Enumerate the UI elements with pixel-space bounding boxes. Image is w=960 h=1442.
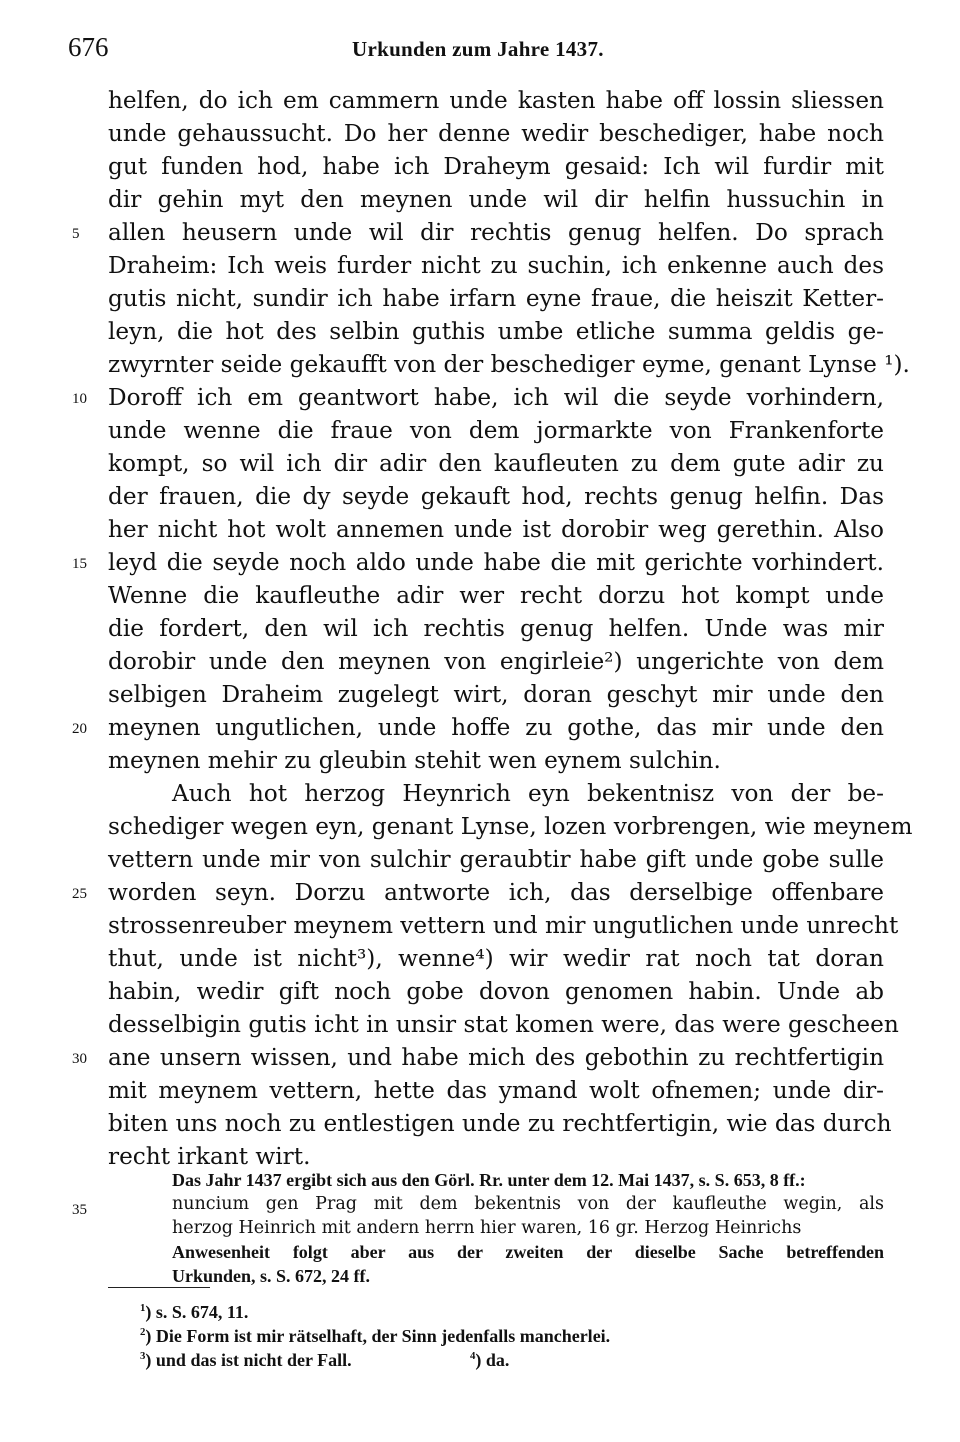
dating-note-line: Das Jahr 1437 ergibt sich aus den Görl. Rr. unter dem 12. Mai 1437, s. S. 653, 8 ff.: [172, 1170, 806, 1190]
text-line: vettern unde mir von sulchir geraubtir habe gift unde gobe sulle [108, 846, 884, 873]
text-line: ane unsern wissen, und habe mich des gebothin zu rechtfertigin [108, 1044, 884, 1071]
running-title: Urkunden zum Jahre 1437. [352, 37, 604, 61]
text-line: recht irkant wirt. [108, 1143, 311, 1170]
text-line: unde gehaussucht. Do her denne wedir beschediger, habe noch [108, 120, 884, 147]
footnote-text: da. [485, 1350, 510, 1370]
text-line: thut, unde ist nicht³), wenne⁴) wir wedir rat noch tat doran [108, 945, 884, 972]
text-line: selbigen Draheim zugelegt wirt, doran geschyt mir unde den [108, 681, 884, 708]
text-line: desselbigin gutis icht in unsir stat komen were, das were gescheen [108, 1011, 899, 1038]
footnote-text: und das ist nicht der Fall. [155, 1350, 352, 1370]
footnote-marker: 1 [140, 1302, 146, 1314]
line-number: 10 [72, 391, 87, 407]
line-number: 5 [72, 226, 80, 242]
line-number: 30 [72, 1051, 87, 1067]
text-line: die fordert, den wil ich rechtis genug helfen. Unde was mir [108, 615, 884, 642]
text-line: Doroff ich em geantwort habe, ich wil die seyde vorhindern, [108, 384, 884, 411]
text-line: leyd die seyde noch aldo unde habe die mit gerichte vorhindert. [108, 549, 884, 576]
page-header [0, 28, 960, 68]
dating-note-line: nuncium gen Prag mit dem bekentnis von der kaufleuthe wegin, als [172, 1194, 884, 1214]
text-line: zwyrnter seide gekaufft von der beschediger eyme, genant Lynse ¹). [108, 351, 910, 378]
footnote-marker: 2 [140, 1326, 146, 1338]
text-line: kompt, so wil ich dir adir den kaufleuten zu dem gute adir zu [108, 450, 884, 477]
line-number: 25 [72, 886, 87, 902]
text-line: dorobir unde den meynen von engirleie²) ungerichte von dem [108, 648, 884, 675]
text-line: strossenreuber meynem vettern und mir ungutlichen unde unrecht [108, 912, 899, 939]
text-line: meynen ungutlichen, unde hoffe zu gothe, das mir unde den [108, 714, 884, 741]
text-line: der frauen, die dy seyde gekauft hod, rechts genug helfin. Das [108, 483, 884, 510]
footnote-3: $^3$) und das ist nicht der Fall. [140, 1350, 352, 1370]
footnote-marker: 4 [470, 1350, 476, 1362]
text-line: mit meynem vettern, hette das ymand wolt ofnemen; unde dir- [108, 1077, 884, 1104]
text-line: gut funden hod, habe ich Draheym gesaid: Ich wil furdir mit [108, 153, 884, 180]
footnote-text: s. S. 674, 11. [155, 1302, 249, 1322]
page-number: 676 [68, 32, 109, 62]
dating-note-line: herzog Heinrich mit andern herrn hier waren, 16 gr. Herzog Heinrichs [172, 1218, 802, 1238]
text-line: Wenne die kaufleuthe adir wer recht dorzu hot kompt unde [108, 582, 884, 609]
text-line: gutis nicht, sundir ich habe irfarn eyne fraue, die heiszit Ketter- [108, 285, 884, 312]
footnote-4: $^4$) da. [470, 1350, 510, 1370]
text-line: habin, wedir gift noch gobe dovon genomen habin. Unde ab [108, 978, 884, 1005]
text-line: biten uns noch zu entlestigen unde zu rechtfertigin, wie das durch [108, 1110, 892, 1137]
dating-note-line: Urkunden, s. S. 672, 24 ff. [172, 1266, 371, 1286]
dating-note-line: Anwesenheit folgt aber aus der zweiten der dieselbe Sache betreffenden [172, 1242, 884, 1262]
line-number: 15 [72, 556, 87, 572]
text-line: meynen mehir zu gleubin stehit wen eynem sulchin. [108, 747, 721, 774]
text-line: her nicht hot wolt annemen unde ist dorobir weg gerethin. Also [108, 516, 884, 543]
footnote-2: $^2$) Die Form ist mir rätselhaft, der Sinn jedenfalls mancherlei. [140, 1326, 611, 1346]
text-line: dir gehin myt den meynen unde wil dir helfin hussuchin in [108, 186, 884, 213]
line-number: 20 [72, 721, 87, 737]
footnote-marker: 3 [140, 1350, 146, 1362]
line-number: 35 [72, 1202, 87, 1218]
text-line: helfen, do ich em cammern unde kasten habe off lossin sliessen [108, 87, 884, 114]
footnote-1: $^1$) s. S. 674, 11. [140, 1302, 249, 1322]
footnote-divider [108, 1287, 210, 1288]
text-line: Auch hot herzog Heynrich eyn bekentnisz von der be- [172, 780, 884, 807]
footnote-text: Die Form ist mir rätselhaft, der Sinn jedenfalls mancherlei. [155, 1326, 611, 1346]
text-line: unde wenne die fraue von dem jormarkte von Frankenforte [108, 417, 884, 444]
text-line: leyn, die hot des selbin guthis umbe etliche summa geldis ge- [108, 318, 884, 345]
text-line: allen heusern unde wil dir rechtis genug helfen. Do sprach [108, 219, 884, 246]
text-line: worden seyn. Dorzu antworte ich, das derselbige offenbare [108, 879, 884, 906]
text-line: Draheim: Ich weis furder nicht zu suchin, ich enkenne auch des [108, 252, 884, 279]
text-line: schediger wegen eyn, genant Lynse, lozen vorbrengen, wie meynem [108, 813, 913, 840]
